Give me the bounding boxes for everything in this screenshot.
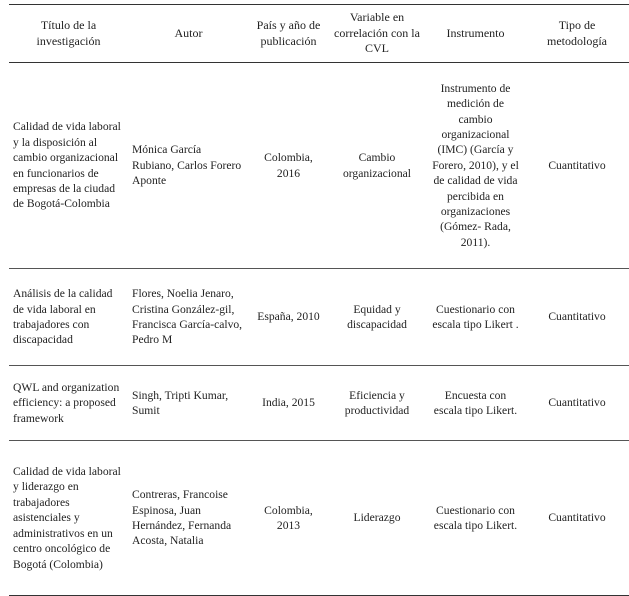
cell-instrument: Cuestionario con escala tipo Likert. [426, 441, 525, 596]
table-header [9, 5, 629, 63]
table-row [9, 63, 629, 269]
cell-variable: Equidad y discapacidad [328, 269, 426, 366]
cell-title: Análisis de la calidad de vida laboral en trabajadores con discapacidad [9, 269, 128, 366]
header-instrument: Instrumento [426, 5, 525, 63]
cell-variable: Cambio organizacional [328, 63, 426, 269]
cell-methodology: Cuantitativo [525, 269, 629, 366]
cell-title: Calidad de vida laboral y la disposición al cambio organizacional en funcionarios de empresas de la ciudad de Bogotá-Colombia [9, 63, 128, 269]
header-country-year: País y año de publicación [249, 5, 328, 63]
header-title: Título de la investigación [9, 5, 128, 63]
header-methodology: Tipo de metodología [525, 5, 629, 63]
cell-country-year: India, 2015 [249, 366, 328, 441]
table-row [9, 366, 629, 441]
table-row [9, 441, 629, 596]
cell-country-year: Colombia, 2016 [249, 63, 328, 269]
cell-instrument: Instrumento de medición de cambio organizacional (IMC) (García y Forero, 2010), y el de calidad de vida percibida en organizaciones (Gómez- Rada, 2011). [426, 63, 525, 269]
cell-methodology: Cuantitativo [525, 63, 629, 269]
cell-country-year: España, 2010 [249, 269, 328, 366]
cell-methodology: Cuantitativo [525, 366, 629, 441]
cell-title: QWL and organization efficiency: a proposed framework [9, 366, 128, 441]
cell-instrument: Encuesta con escala tipo Likert. [426, 366, 525, 441]
cell-variable: Liderazgo [328, 441, 426, 596]
cell-methodology: Cuantitativo [525, 441, 629, 596]
cell-author: Contreras, Francoise Espinosa, Juan Hernández, Fernanda Acosta, Natalia [128, 441, 249, 596]
research-table [9, 4, 629, 596]
header-variable: Variable en correlación con la CVL [328, 5, 426, 63]
table-row [9, 269, 629, 366]
cell-author: Mónica García Rubiano, Carlos Forero Aponte [128, 63, 249, 269]
table-body [9, 63, 629, 596]
cell-variable: Eficiencia y productividad [328, 366, 426, 441]
cell-author: Singh, Tripti Kumar, Sumit [128, 366, 249, 441]
header-row [9, 5, 629, 63]
header-author: Autor [128, 5, 249, 63]
cell-title: Calidad de vida laboral y liderazgo en trabajadores asistenciales y administrativos en un centro oncológico de Bogotá (Colombia) [9, 441, 128, 596]
cell-country-year: Colombia, 2013 [249, 441, 328, 596]
cell-author: Flores, Noelia Jenaro, Cristina González-gil, Francisca García-calvo, Pedro M [128, 269, 249, 366]
cell-instrument: Cuestionario con escala tipo Likert . [426, 269, 525, 366]
